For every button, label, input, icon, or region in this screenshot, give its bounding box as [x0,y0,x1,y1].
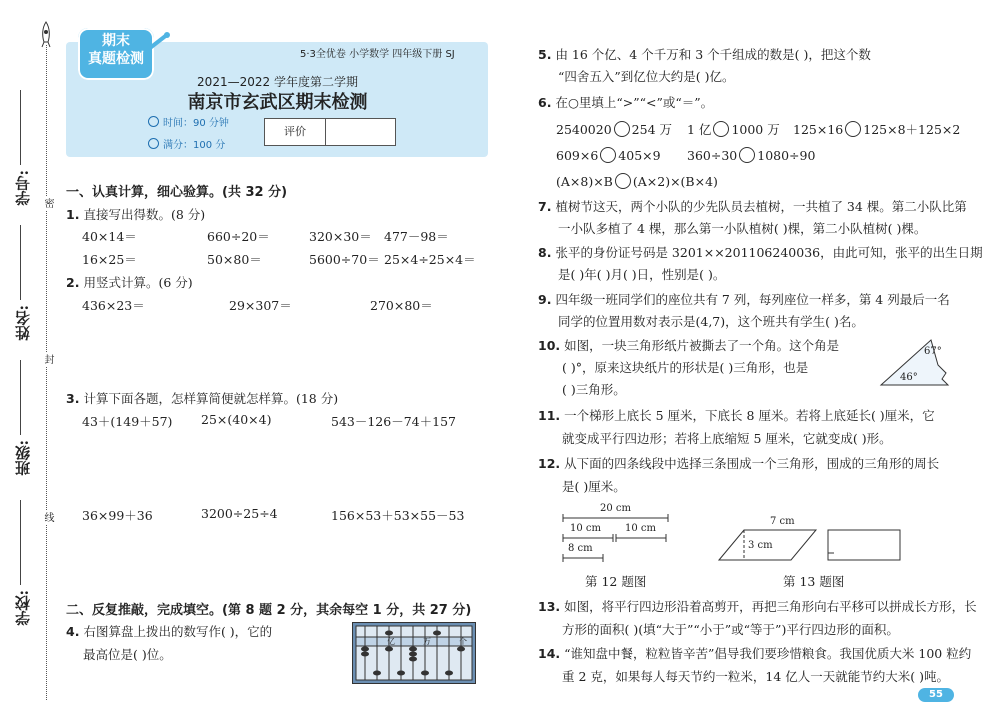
page-number: 55 [918,688,954,702]
question-7-line2: 一小队多植了 4 棵，那么第一小队植树( )棵，第二小队植树( )棵。 [558,221,927,236]
question-11-line2: 就变成平行四边形；若将上底缩短 5 厘米，它就变成( )形。 [562,431,892,446]
calc-cell: 660÷20＝ [207,229,270,244]
question-line: 如图，一块三角形纸片被撕去了一个角。这个角是 [564,338,840,353]
question-number: 5. [538,47,552,62]
question-text: 直接写出得数。(8 分) [83,207,206,222]
calc-cell: 25×(40×4) [201,412,272,427]
page-title: 南京市玄武区期末检测 [187,92,368,113]
question-10 [538,336,839,354]
blank-circle[interactable] [845,121,861,137]
class-line [20,360,21,435]
parallelogram-figure [716,525,916,565]
segment-label: 10 cm [570,523,601,534]
abacus-label-ge: 个 [459,637,467,646]
clock-icon [148,116,159,127]
calc-cell: 50×80＝ [207,252,262,267]
question-line: 植树节这天，两个小队的少先队员去植树，一共植了 34 棵。第二小队比第 [555,199,967,214]
calc-cell: 16×25＝ [82,252,137,267]
calc-cell: 543－126－74＋157 [331,414,456,429]
compare-item: 1 亿 1000 万 [687,122,780,137]
question-number: 13. [538,599,561,614]
question-text: 用竖式计算。(6 分) [83,275,193,290]
question-number: 4. [66,624,80,639]
calc-cell: 25×4÷25×4＝ [384,252,476,267]
calc-cell: 40×14＝ [82,229,137,244]
seal-feng: 封 [42,354,53,364]
class-label: 班级: [14,440,32,476]
compare-item: (A×8)×B (A×2)×(B×4) [556,174,718,189]
school-year: 2021—2022 学年度第二学期 [197,75,358,89]
question-line: 如图，将平行四边形沿着高剪开，再把三角形向右平移可以拼成长方形，长 [564,599,977,614]
dotted-cut-line [46,45,47,700]
question-number: 9. [538,292,552,307]
abacus-label-wan: 万 [423,637,431,646]
blank-circle[interactable] [614,121,630,137]
question-3 [66,389,338,407]
question-line: 四年级一班同学们的座位共有 7 列，每列座位一样多，第 4 列最后一名 [555,292,950,307]
question-10-line3: ( )三角形。 [562,382,626,397]
section-2-title: 二、反复推敲，完成填空。(第 8 题 2 分，其余每空 1 分，共 27 分) [66,603,472,618]
figure-12-caption: 第 12 题图 [585,574,647,589]
score-label: 评价 [265,119,326,145]
calc-cell: 36×99＋36 [82,508,153,523]
question-line: 一个梯形上底长 5 厘米，下底长 8 厘米。若将上底延长( )厘米，它 [564,408,935,423]
question-number: 7. [538,199,552,214]
question-13 [538,597,977,615]
angle-46: 46° [900,372,918,383]
badge-line1: 期末 [102,33,130,49]
question-9-line2: 同学的位置用数对表示是(4,7)，这个班共有学生( )名。 [558,314,864,329]
school-label: 学校: [14,590,32,626]
question-8 [538,243,983,261]
seal-xian: 线 [42,512,53,522]
abacus-label-yi: 亿 [387,637,395,646]
question-7 [538,197,967,215]
question-number: 1. [66,207,80,222]
question-14-line2: 重 2 克，如果每人每天节约一粒米，14 亿人一天就能节约大米( )吨。 [562,669,950,684]
compare-item: 2540020 254 万 [556,122,673,137]
question-number: 14. [538,646,561,661]
question-13-line2: 方形的面积( )(填“大于”“小于”或“等于”)平行四边形的面积。 [562,622,899,637]
question-14 [538,644,971,662]
blank-circle[interactable] [615,173,631,189]
parallelogram-height: 3 cm [748,540,773,551]
school-line [20,500,21,585]
question-number: 12. [538,456,561,471]
question-text: 在○里填上“>”“<”或“＝”。 [555,95,714,110]
calc-cell: 29×307＝ [229,298,292,313]
parallelogram-width: 7 cm [770,516,795,527]
segment-label: 10 cm [625,523,656,534]
calc-cell: 270×80＝ [370,298,433,313]
exam-time: 时间：90 分钟 [148,114,229,129]
question-text: 计算下面各题，怎样算简便就怎样算。(18 分) [83,391,339,406]
question-8-line2: 是( )年( )月( )日，性别是( )。 [558,267,726,282]
angle-67: 67° [924,346,942,357]
question-4-line2: 最高位是( )位。 [83,647,172,662]
question-1 [66,205,205,223]
segment-label: 20 cm [600,503,631,514]
calc-cell: 320×30＝ [309,229,372,244]
compare-item: 609×6 405×9 [556,148,661,163]
question-line: 张平的身份证号码是 3201××201106240036，由此可知，张平的出生日期 [555,245,983,260]
calc-cell: 3200÷25÷4 [201,506,278,521]
student-id-label: 学号: [14,170,32,206]
question-line: “谁知盘中餐，粒粒皆辛苦”倡导我们要珍惜粮食。我国优质大米 100 粒约 [564,646,972,661]
question-11 [538,406,935,424]
question-6 [538,93,713,111]
section-1-title: 一、认真计算，细心验算。(共 32 分) [66,185,288,200]
calc-cell: 156×53＋53×55－53 [331,508,465,523]
question-12-line2: 是( )厘米。 [562,479,626,494]
question-number: 10. [538,338,561,353]
segment-label: 8 cm [568,543,593,554]
rocket-icon [36,20,56,50]
figure-13-caption: 第 13 题图 [783,574,845,589]
question-12 [538,454,939,472]
series-info: 5·3全优卷 小学数学 四年级下册 SJ [300,49,455,60]
question-5-line2: “四舍五入”到亿位大约是( )亿。 [558,69,735,84]
name-label: 姓名: [14,305,32,341]
seal-mi: 密 [42,198,53,208]
question-line: 由 16 个亿、4 个千万和 3 个千组成的数是( )，把这个数 [555,47,871,62]
question-number: 8. [538,245,552,260]
question-line: 右图算盘上拨出的数写作( )，它的 [83,624,273,639]
blank-circle[interactable] [600,147,616,163]
question-4 [66,622,272,640]
abacus-drawing [353,623,475,683]
question-5 [538,45,871,63]
question-9 [538,290,950,308]
score-box [264,118,396,146]
badge-line2: 真题检测 [88,51,144,67]
blank-circle[interactable] [713,121,729,137]
name-line [20,225,21,300]
calc-cell: 5600÷70＝ [309,252,380,267]
question-2 [66,273,193,291]
question-number: 3. [66,391,80,406]
question-number: 2. [66,275,80,290]
rocket-badge-icon [146,30,172,52]
calc-cell: 436×23＝ [82,298,145,313]
question-number: 6. [538,95,552,110]
compare-item: 360÷30 1080÷90 [687,148,816,163]
question-number: 11. [538,408,561,423]
question-line: 从下面的四条线段中选择三条围成一个三角形，围成的三角形的周长 [564,456,940,471]
question-10-line2: ( )°，原来这块纸片的形状是( )三角形，也是 [562,360,809,375]
abacus-figure [352,622,476,684]
check-icon [148,138,159,149]
calc-cell: 477－98＝ [384,229,449,244]
compare-item: 125×16 125×8＋125×2 [793,122,961,137]
calc-cell: 43＋(149＋57) [82,414,173,429]
blank-circle[interactable] [739,147,755,163]
full-score: 满分：100 分 [148,136,225,151]
